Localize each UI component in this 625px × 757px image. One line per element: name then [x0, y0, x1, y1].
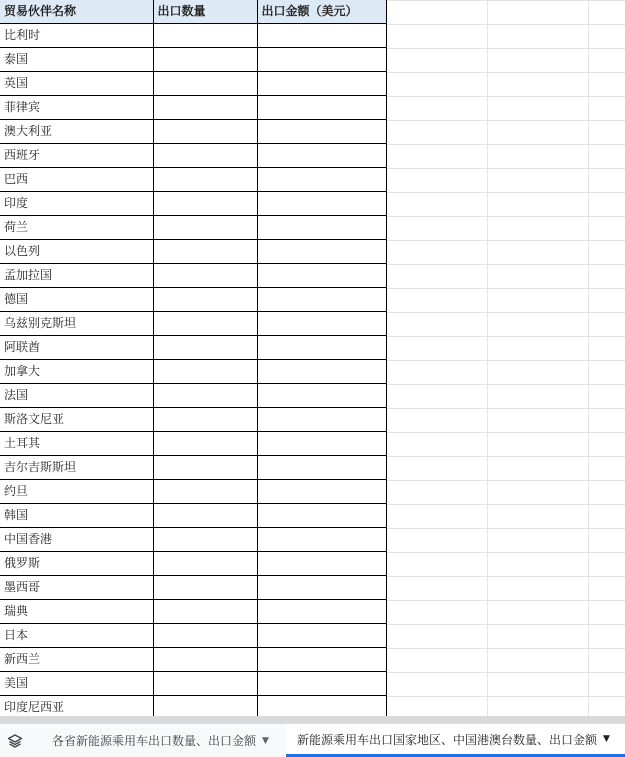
- table-row: [0, 216, 386, 240]
- sheet-tab-bar: [0, 723, 625, 757]
- export-quantity-cell[interactable]: [153, 168, 257, 192]
- partner-name-cell[interactable]: 泰国: [0, 48, 153, 72]
- table-row: [0, 456, 386, 480]
- partner-name-cell[interactable]: 法国: [0, 384, 153, 408]
- partner-name-cell[interactable]: 加拿大: [0, 360, 153, 384]
- export-quantity-cell[interactable]: [153, 384, 257, 408]
- table-row: [0, 528, 386, 552]
- partner-name-cell[interactable]: 日本: [0, 624, 153, 648]
- table-row: [0, 72, 386, 96]
- export-amount-cell[interactable]: [257, 624, 386, 648]
- export-amount-cell[interactable]: [257, 600, 386, 624]
- header-row: [0, 0, 386, 24]
- partner-name-cell[interactable]: 乌兹别克斯坦: [0, 312, 153, 336]
- export-quantity-cell[interactable]: [153, 120, 257, 144]
- export-quantity-cell[interactable]: [153, 216, 257, 240]
- export-quantity-cell[interactable]: [153, 432, 257, 456]
- export-amount-cell[interactable]: [257, 72, 386, 96]
- export-amount-cell[interactable]: [257, 432, 386, 456]
- header-export-quantity[interactable]: 出口数量: [153, 0, 257, 24]
- export-amount-cell[interactable]: [257, 576, 386, 600]
- partner-name-cell[interactable]: 菲律宾: [0, 96, 153, 120]
- export-quantity-cell[interactable]: [153, 144, 257, 168]
- table-row: [0, 312, 386, 336]
- table-row: [0, 672, 386, 696]
- export-amount-cell[interactable]: [257, 528, 386, 552]
- export-quantity-cell[interactable]: [153, 696, 257, 717]
- export-quantity-cell[interactable]: [153, 336, 257, 360]
- table-row: [0, 48, 386, 72]
- partner-name-cell[interactable]: 英国: [0, 72, 153, 96]
- partner-name-cell[interactable]: 墨西哥: [0, 576, 153, 600]
- export-amount-cell[interactable]: [257, 360, 386, 384]
- export-amount-cell[interactable]: [257, 696, 386, 717]
- export-quantity-cell[interactable]: [153, 240, 257, 264]
- export-quantity-cell[interactable]: [153, 456, 257, 480]
- table-row: [0, 624, 386, 648]
- table-row: [0, 120, 386, 144]
- caret-down-icon[interactable]: ▼: [603, 734, 610, 744]
- export-quantity-cell[interactable]: [153, 624, 257, 648]
- export-quantity-cell[interactable]: [153, 672, 257, 696]
- sheet-tab-label: 新能源乘用车出口国家地区、中国港澳台数量、出口金额: [297, 732, 598, 747]
- export-amount-cell[interactable]: [257, 216, 386, 240]
- empty-cells-grid[interactable]: [386, 0, 625, 716]
- table-row: [0, 600, 386, 624]
- sheet-tab-provinces[interactable]: [46, 724, 282, 757]
- table-row: [0, 144, 386, 168]
- partner-name-cell[interactable]: 约旦: [0, 480, 153, 504]
- export-amount-cell[interactable]: [257, 288, 386, 312]
- export-amount-cell[interactable]: [257, 264, 386, 288]
- partner-name-cell[interactable]: 新西兰: [0, 648, 153, 672]
- export-amount-cell[interactable]: [257, 96, 386, 120]
- export-quantity-cell[interactable]: [153, 552, 257, 576]
- partner-name-cell[interactable]: 荷兰: [0, 216, 153, 240]
- layers-icon[interactable]: [4, 730, 26, 752]
- partner-name-cell[interactable]: 西班牙: [0, 144, 153, 168]
- partner-name-cell[interactable]: 印度尼西亚: [0, 696, 153, 717]
- export-amount-cell[interactable]: [257, 480, 386, 504]
- partner-name-cell[interactable]: 澳大利亚: [0, 120, 153, 144]
- export-quantity-cell[interactable]: [153, 528, 257, 552]
- export-amount-cell[interactable]: [257, 456, 386, 480]
- export-quantity-cell[interactable]: [153, 480, 257, 504]
- export-amount-cell[interactable]: [257, 552, 386, 576]
- export-amount-cell[interactable]: [257, 168, 386, 192]
- sheet-tab-countries-active[interactable]: [286, 724, 625, 757]
- export-quantity-cell[interactable]: [153, 264, 257, 288]
- table-row: [0, 24, 386, 48]
- partner-name-cell[interactable]: 瑞典: [0, 600, 153, 624]
- table-row: [0, 408, 386, 432]
- export-quantity-cell[interactable]: [153, 600, 257, 624]
- partner-name-cell[interactable]: 孟加拉国: [0, 264, 153, 288]
- partner-name-cell[interactable]: 印度: [0, 192, 153, 216]
- table-row: [0, 552, 386, 576]
- export-amount-cell[interactable]: [257, 672, 386, 696]
- table-row: [0, 432, 386, 456]
- export-quantity-cell[interactable]: [153, 504, 257, 528]
- partner-name-cell[interactable]: 以色列: [0, 240, 153, 264]
- export-amount-cell[interactable]: [257, 120, 386, 144]
- table-row: [0, 240, 386, 264]
- export-amount-cell[interactable]: [257, 384, 386, 408]
- export-amount-cell[interactable]: [257, 192, 386, 216]
- export-amount-cell[interactable]: [257, 240, 386, 264]
- table-row: [0, 168, 386, 192]
- export-quantity-cell[interactable]: [153, 24, 257, 48]
- table-row: [0, 648, 386, 672]
- export-quantity-cell[interactable]: [153, 648, 257, 672]
- table-row: [0, 480, 386, 504]
- table-row: [0, 384, 386, 408]
- partner-name-cell[interactable]: 巴西: [0, 168, 153, 192]
- export-quantity-cell[interactable]: [153, 312, 257, 336]
- export-quantity-cell[interactable]: [153, 288, 257, 312]
- partner-name-cell[interactable]: 俄罗斯: [0, 552, 153, 576]
- export-amount-cell[interactable]: [257, 312, 386, 336]
- horizontal-scrollbar[interactable]: [0, 716, 625, 723]
- partner-name-cell[interactable]: 德国: [0, 288, 153, 312]
- export-quantity-cell[interactable]: [153, 360, 257, 384]
- header-export-amount[interactable]: 出口金额（美元）: [257, 0, 386, 24]
- table-row: [0, 192, 386, 216]
- sheet-tab-label: 各省新能源乘用车出口数量、出口金额: [52, 734, 257, 748]
- caret-down-icon[interactable]: ▼: [262, 735, 269, 746]
- table-row: [0, 96, 386, 120]
- export-amount-cell[interactable]: [257, 336, 386, 360]
- export-quantity-cell[interactable]: [153, 408, 257, 432]
- export-quantity-cell[interactable]: [153, 192, 257, 216]
- table-row: [0, 264, 386, 288]
- export-quantity-cell[interactable]: [153, 48, 257, 72]
- export-amount-cell[interactable]: [257, 504, 386, 528]
- export-amount-cell[interactable]: [257, 48, 386, 72]
- export-amount-cell[interactable]: [257, 408, 386, 432]
- partner-name-cell[interactable]: 中国香港: [0, 528, 153, 552]
- partner-name-cell[interactable]: 美国: [0, 672, 153, 696]
- table-row: [0, 576, 386, 600]
- table-row: [0, 360, 386, 384]
- header-partner-name[interactable]: 贸易伙伴名称: [0, 0, 153, 24]
- partner-name-cell[interactable]: 土耳其: [0, 432, 153, 456]
- export-amount-cell[interactable]: [257, 24, 386, 48]
- table-row: [0, 696, 386, 717]
- export-quantity-cell[interactable]: [153, 72, 257, 96]
- export-quantity-cell[interactable]: [153, 576, 257, 600]
- export-amount-cell[interactable]: [257, 648, 386, 672]
- table-row: [0, 504, 386, 528]
- table-row: [0, 288, 386, 312]
- partner-name-cell[interactable]: 吉尔吉斯斯坦: [0, 456, 153, 480]
- partner-name-cell[interactable]: 韩国: [0, 504, 153, 528]
- export-amount-cell[interactable]: [257, 144, 386, 168]
- partner-name-cell[interactable]: 斯洛文尼亚: [0, 408, 153, 432]
- table-row: [0, 336, 386, 360]
- export-quantity-cell[interactable]: [153, 96, 257, 120]
- partner-name-cell[interactable]: 比利时: [0, 24, 153, 48]
- partner-name-cell[interactable]: 阿联酋: [0, 336, 153, 360]
